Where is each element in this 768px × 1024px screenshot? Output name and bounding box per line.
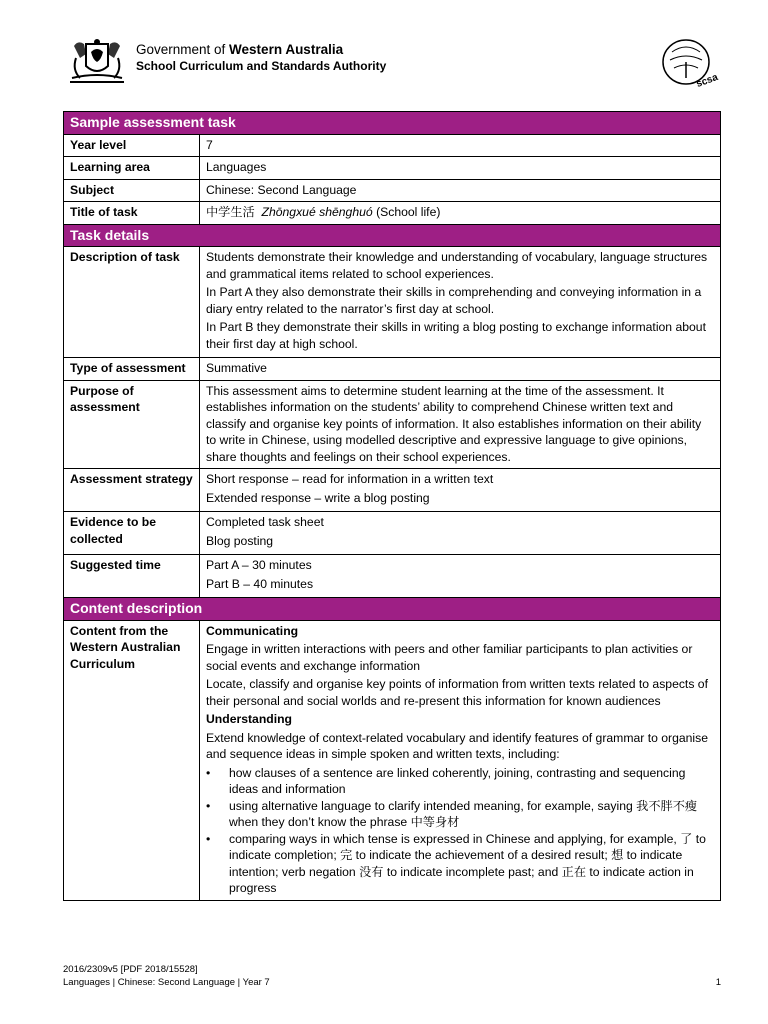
page-header — [0, 0, 768, 100]
scsa-logo-icon — [660, 38, 720, 90]
table-row — [64, 555, 721, 598]
authority-title: School Curriculum and Standards Authority — [136, 59, 387, 73]
understanding-intro: Extend knowledge of context-related vocabulary and identify features of grammar to organise and sequence ideas in simple spoken and written texts, including: — [206, 730, 709, 761]
strategy-value — [200, 469, 721, 512]
table-row — [64, 157, 721, 180]
footer-line: Languages | Chinese: Second Language | Year 7 — [63, 977, 270, 988]
learning-area-label: Learning area — [64, 157, 200, 180]
learning-area-value: Languages — [200, 157, 721, 180]
document-reference: 2016/2309v5 [PDF 2018/15528] — [63, 964, 198, 975]
list-item: • how clauses of a sentence are linked coherently, joining, contrasting and sequencing ideas and information — [206, 765, 714, 798]
title-chinese: 中学生活 — [206, 205, 255, 219]
subject-value: Chinese: Second Language — [200, 179, 721, 202]
description-paragraph: In Part A they also demonstrate their skills in comprehending and conveying information in a diary entry related to the narrator’s first day at school. — [206, 285, 702, 316]
table-row — [64, 620, 721, 900]
communicating-paragraph: Engage in written interactions with peers and other familiar participants to plan activities or social events and exchange information — [206, 642, 693, 673]
purpose-value: This assessment aims to determine student learning at the time of the assessment. It establishes information on the students’ ability to comprehend Chinese written text and classify and organise key points of information. It also establishes information on their ability to write in Chinese, using modelled descriptive and expressive language to give opinions, share thoughts and feelings on their school experiences. — [200, 380, 721, 469]
list-item: • using alternative language to clarify intended meaning, for example, saying 我不胖不瘦 when they don’t know the phrase 中等身材 — [206, 798, 714, 831]
time-label: Suggested time — [64, 555, 200, 598]
table-row — [64, 512, 721, 555]
title-pinyin: Zhōngxué shēnghuó — [261, 205, 373, 219]
evidence-item: Completed task sheet — [206, 515, 324, 529]
strategy-label: Assessment strategy — [64, 469, 200, 512]
wa-coat-of-arms-icon — [66, 38, 128, 86]
title-english: (School life) — [376, 205, 441, 219]
list-item: • comparing ways in which tense is expressed in Chinese and applying, for example, 了 to indicate completion; 完 to indicate the achievement of a desired result; 想 to indicate intention; verb negation 没有 to indicate incomplete past; and 正在 to indicate action in progress — [206, 831, 714, 897]
understanding-list — [206, 765, 714, 897]
description-paragraph: Students demonstrate their knowledge and understanding of vocabulary, language structures and grammatical items related to school experiences. — [206, 250, 708, 281]
purpose-label: Purpose of assessment — [64, 380, 200, 469]
scsa-logo-text: scsa — [694, 71, 720, 90]
year-level-value: 7 — [200, 134, 721, 157]
evidence-item: Blog posting — [206, 533, 274, 548]
table-row — [64, 247, 721, 358]
content-label: Content from the Western Australian Curriculum — [64, 620, 200, 900]
strategy-item: Extended response – write a blog posting — [206, 490, 430, 505]
government-title: Government of Western Australia — [136, 42, 344, 57]
strategy-item: Short response – read for information in a written text — [206, 472, 494, 486]
page-footer — [63, 963, 721, 989]
description-value — [200, 247, 721, 358]
subject-label: Subject — [64, 179, 200, 202]
table-row — [64, 179, 721, 202]
section-sample-assessment: Sample assessment task — [64, 112, 721, 135]
time-item: Part B – 40 minutes — [206, 576, 314, 591]
table-row — [64, 134, 721, 157]
understanding-heading: Understanding — [206, 712, 292, 726]
page-number: 1 — [715, 977, 721, 988]
content-value — [200, 620, 721, 900]
table-row — [64, 469, 721, 512]
communicating-heading: Communicating — [206, 623, 299, 638]
evidence-label: Evidence to be collected — [64, 512, 200, 555]
assessment-table — [63, 111, 721, 901]
table-row — [64, 202, 721, 225]
description-paragraph: In Part B they demonstrate their skills in writing a blog posting to exchange information about their first day at high school. — [206, 320, 706, 351]
type-value: Summative — [200, 358, 721, 381]
title-label: Title of task — [64, 202, 200, 225]
description-label: Description of task — [64, 247, 200, 358]
type-label: Type of assessment — [64, 358, 200, 381]
section-content-description: Content description — [64, 598, 721, 621]
time-value — [200, 555, 721, 598]
time-item: Part A – 30 minutes — [206, 558, 312, 572]
section-task-details: Task details — [64, 224, 721, 247]
year-level-label: Year level — [64, 134, 200, 157]
title-value — [200, 202, 721, 225]
table-row — [64, 380, 721, 469]
evidence-value — [200, 512, 721, 555]
table-row — [64, 358, 721, 381]
communicating-paragraph: Locate, classify and organise key points of information from written texts related to aspects of their personal and social worlds and re-present this information for known audiences — [206, 677, 708, 708]
